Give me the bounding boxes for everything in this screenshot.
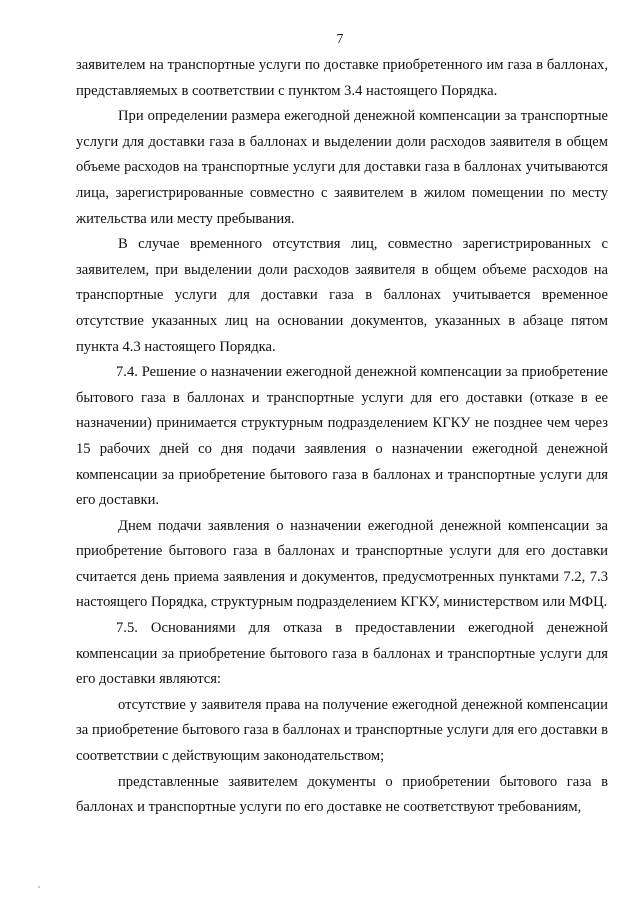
paragraph-compensation-size: При определении размера ежегодной денежной компенсации за транспортные услуги для доставки газа в баллонах и выделении доли расходов заявителя в общем объеме расходов на транспортные услуги для доставки газа в баллонах учитываются лица, зарегистрированные совместно с заявителем в жилом помещении по месту жительства или месту пребывания.: [76, 108, 608, 227]
paragraph-continuation: заявителем на транспортные услуги по доставке приобретенного им газа в баллонах, представляемых в соответствии с пунктом 3.4 настоящего Порядка.: [76, 57, 608, 99]
paragraph-7-5: 7.5. Основаниями для отказа в предоставлении ежегодной денежной компенсации за приобретение бытового газа в баллонах и транспортные услуги для его доставки являются:: [76, 620, 608, 688]
paragraph-refusal-reason-2: представленные заявителем документы о приобретении бытового газа в баллонах и транспортные услуги по его доставке не соответствуют требованиям,: [76, 773, 608, 816]
paragraph-application-day: Днем подачи заявления о назначении ежегодной денежной компенсации за приобретение бытового газа в баллонах и транспортные услуги для его доставки считается день приема заявления и документов, предусмотренных пунктами 7.2, 7.3 настоящего Порядка, структурным подразделением КГКУ, министерством или МФЦ.: [76, 517, 608, 611]
page-number: 7: [336, 31, 344, 46]
paragraph-7-4: 7.4. Решение о назначении ежегодной денежной компенсации за приобретение бытового газа в баллонах и транспортные услуги для его доставки (отказе в ее назначении) принимается структурным подразделением КГКУ не позднее чем через 15 рабочих дней со дня подачи заявления о назначении ежегодной денежной компенсации за приобретение бытового газа в баллонах и транспортные услуги для его доставки.: [76, 364, 608, 509]
paragraph-temporary-absence: В случае временного отсутствия лиц, совместно зарегистрированных с заявителем, при выделении доли расходов заявителя в общем объеме расходов на транспортные услуги для доставки газа в баллонах учитывается временное отсутствие указанных лиц на основании документов, указанных в абзаце пятом пункта 4.3 настоящего Порядка.: [76, 236, 608, 355]
document-body: [76, 53, 608, 821]
paragraph-refusal-reason-1: отсутствие у заявителя права на получение ежегодной денежной компенсации за приобретение бытового газа в баллонах и транспортные услуги для его доставки в соответствии с действующим законодательством;: [76, 696, 608, 765]
scan-artifact-dot: [38, 886, 40, 888]
